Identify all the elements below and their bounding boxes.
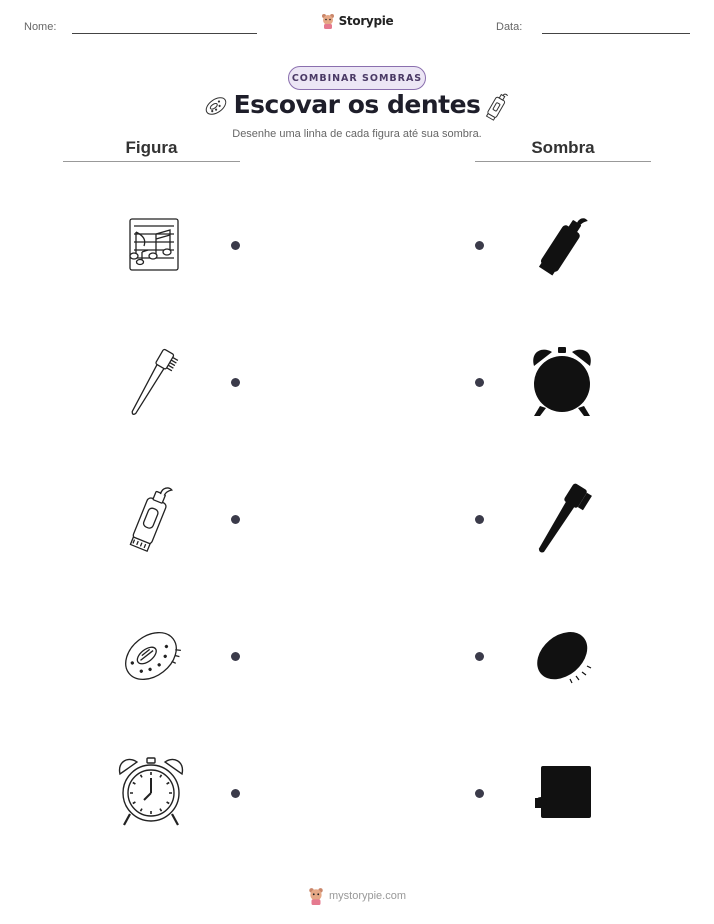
column-header-shadow: Sombra [531,138,595,157]
match-dot-right-4[interactable] [475,652,484,661]
hairbrush-icon [114,620,188,692]
column-rule-right [475,161,651,162]
toothpaste-decoration-icon [482,90,512,122]
match-dot-right-3[interactable] [475,515,484,524]
toothpaste-shadow [528,208,596,284]
hairbrush-shadow [526,618,600,692]
match-dot-right-2[interactable] [475,378,484,387]
toothbrush-icon [118,343,184,423]
toothbrush-shadow [528,478,594,560]
match-dot-left-2[interactable] [231,378,240,387]
date-label: Data: [496,21,523,33]
footer-url[interactable]: mystorypie.com [328,890,407,902]
match-dot-left-5[interactable] [231,789,240,798]
name-field[interactable] [72,33,257,34]
match-dot-left-4[interactable] [231,652,240,661]
music-sheet-icon [120,214,184,276]
alarm-clock-icon [114,754,188,830]
bear-mascot-footer-icon [308,887,324,905]
match-dot-left-3[interactable] [231,515,240,524]
activity-badge: COMBINAR SOMBRAS [288,66,426,90]
brand-logo [0,13,714,29]
brand-name: Storypie [338,14,394,28]
music-sheet-shadow [532,762,594,822]
date-field[interactable] [542,33,690,34]
alarm-clock-shadow [526,344,598,420]
match-dot-right-1[interactable] [475,241,484,250]
toothpaste-icon [114,482,186,558]
bear-mascot-icon [321,13,335,29]
column-rule-left [63,161,240,162]
name-label: Nome: [24,21,57,33]
match-dot-right-5[interactable] [475,789,484,798]
column-header-figure: Figura [125,138,178,157]
footer [0,887,714,905]
match-dot-left-1[interactable] [231,241,240,250]
instructions: Desenhe uma linha de cada figura até sua sombra. [232,128,482,140]
page-title: Escovar os dentes [233,90,481,119]
